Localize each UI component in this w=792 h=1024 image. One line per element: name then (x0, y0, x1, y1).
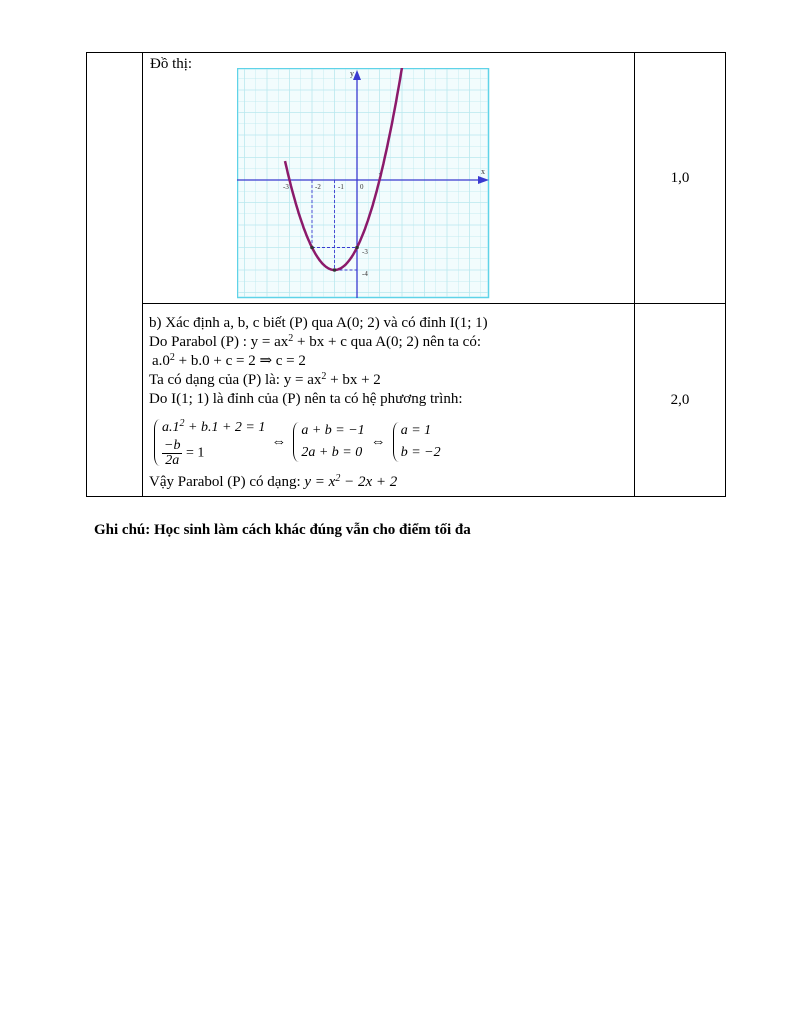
system-3-eq-2: b = −2 (400, 445, 441, 460)
empty-question-cell (87, 53, 143, 497)
part-b-cell (143, 304, 635, 497)
graph-score: 1,0 (635, 53, 726, 304)
equivalence-symbol: ⇔ (370, 433, 386, 450)
system-2 (292, 420, 364, 464)
text: + b.1 + 2 = 1 (184, 419, 266, 435)
system-2-eq-1: a + b = −1 (301, 423, 365, 438)
equation-systems (153, 411, 634, 473)
origin-label: 0 (360, 183, 364, 191)
superscript: 2 (288, 333, 294, 344)
system-1 (153, 417, 265, 468)
fraction-numerator: −b (164, 437, 181, 453)
system-2-eq-2: 2a + b = 0 (301, 445, 363, 460)
part-b-conclusion (149, 473, 634, 492)
equivalence-symbol: ⇔ (271, 433, 287, 450)
conclusion-formula (304, 474, 397, 490)
marked-point (333, 268, 337, 272)
x-tick-label: -3 (283, 183, 289, 191)
superscript: 2 (335, 473, 341, 484)
text: y = x (304, 474, 336, 490)
fraction (162, 439, 182, 468)
text: + bx + c qua A(0; 2) nên ta có: (293, 334, 481, 350)
marked-point (310, 246, 314, 250)
part-b-score: 2,0 (635, 304, 726, 497)
grading-table (86, 52, 726, 497)
system-1-eq-1 (162, 417, 265, 439)
text: + b.0 + c = 2 ⇒ c = 2 (174, 353, 306, 369)
graph-row (87, 53, 726, 304)
superscript: 2 (169, 352, 175, 363)
y-tick-label: -3 (362, 248, 368, 256)
marked-point (355, 246, 359, 250)
system-3-eq-1: a = 1 (400, 423, 432, 438)
grading-note: Ghi chú: Học sinh làm cách khác đúng vẫn cho điểm tối đa (94, 522, 471, 538)
superscript: 2 (179, 417, 185, 429)
text: a.0 (152, 353, 170, 369)
text: − 2x + 2 (340, 474, 398, 490)
part-b-line-1 (149, 333, 634, 352)
part-b-line-2 (149, 352, 634, 371)
system-1-eq-2 (162, 439, 265, 468)
text: + bx + 2 (326, 372, 381, 388)
part-b-row (87, 304, 726, 497)
x-tick-label: -2 (315, 183, 321, 191)
text: Do Parabol (P) : y = ax (149, 334, 289, 350)
graph-label: Đồ thị: (150, 56, 193, 72)
fraction-denominator: 2a (165, 452, 180, 468)
text: Vậy Parabol (P) có dạng: (149, 474, 305, 490)
x-axis-label: x (481, 167, 485, 176)
y-axis-label: y (350, 69, 354, 78)
superscript: 2 (321, 371, 327, 382)
part-b-line-3 (149, 371, 634, 390)
graph-cell (143, 53, 635, 304)
text: Ta có dạng của (P) là: y = ax (149, 372, 322, 388)
y-tick-label: -4 (362, 270, 368, 278)
part-b-title: b) Xác định a, b, c biết (P) qua A(0; 2) và có đỉnh I(1; 1) (149, 315, 488, 331)
text: a.1 (162, 419, 180, 435)
system-3 (392, 420, 441, 464)
x-tick-label: -1 (338, 183, 344, 191)
part-b-line-4: Do I(1; 1) là đỉnh của (P) nên ta có hệ phương trình: (149, 391, 463, 407)
parabola-graph (237, 68, 490, 299)
x-tick-label: 1 (378, 172, 382, 180)
text: = 1 (182, 445, 205, 461)
